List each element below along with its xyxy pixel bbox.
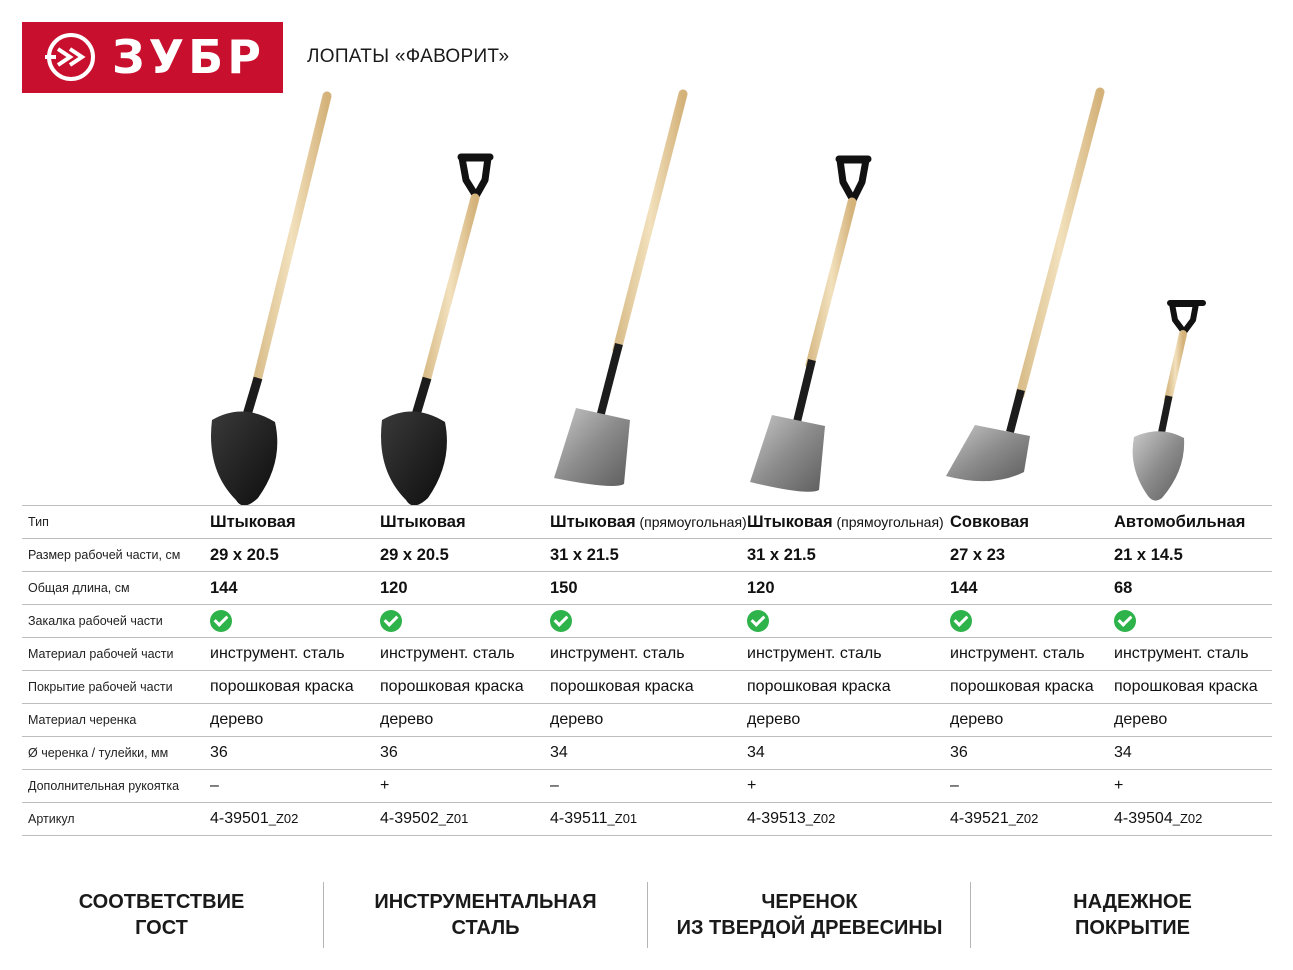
feature-hardwood-handle: ЧЕРЕНОК ИЗ ТВЕРДОЙ ДРЕВЕСИНЫ [676,891,943,939]
check-icon [550,610,572,632]
extra-handle-cell: + [747,770,950,803]
hardening-cell [210,605,380,638]
row-label: Материал рабочей части [22,638,210,671]
shovel-image-1 [211,96,327,505]
hardening-cell [380,605,550,638]
feature-reliable-coating: НАДЕЖНОЕ ПОКРЫТИЕ [1073,891,1192,939]
type-cell: Штыковая [210,506,380,539]
coating-cell: порошковая краска [1114,671,1272,704]
row-label: Общая длина, см [22,572,210,605]
article-cell: 4-39511_Z01 [550,803,747,836]
row-label: Тип [22,506,210,539]
extra-handle-cell: – [550,770,747,803]
check-icon [950,610,972,632]
article-cell: 4-39513_Z02 [747,803,950,836]
article-cell: 4-39504_Z02 [1114,803,1272,836]
hardening-cell [950,605,1114,638]
hardening-cell [1114,605,1272,638]
extra-handle-cell: – [210,770,380,803]
size-cell: 29 x 20.5 [380,539,550,572]
coating-cell: порошковая краска [380,671,550,704]
check-icon [1114,610,1136,632]
material-cell: инструмент. сталь [1114,638,1272,671]
length-cell: 150 [550,572,747,605]
table-row-length [22,572,1272,605]
shovel-image-2 [381,157,490,505]
table-row-article [22,803,1272,836]
handle-material-cell: дерево [1114,704,1272,737]
length-cell: 68 [1114,572,1272,605]
diameter-cell: 36 [950,737,1114,770]
table-row-diameter [22,737,1272,770]
coating-cell: порошковая краска [550,671,747,704]
size-cell: 21 x 14.5 [1114,539,1272,572]
diameter-cell: 34 [747,737,950,770]
page-title: ЛОПАТЫ «ФАВОРИТ» [307,46,510,67]
length-cell: 144 [210,572,380,605]
diameter-cell: 36 [210,737,380,770]
type-cell: Штыковая (прямоугольная) [747,506,950,539]
spec-table [22,505,1272,836]
table-row-size [22,539,1272,572]
handle-material-cell: дерево [950,704,1114,737]
row-label: Закалка рабочей части [22,605,210,638]
handle-material-cell: дерево [747,704,950,737]
handle-material-cell: дерево [380,704,550,737]
table-row-extra-handle [22,770,1272,803]
diameter-cell: 34 [1114,737,1272,770]
shovel-image-6 [1133,303,1203,501]
table-row-type [22,506,1272,539]
feature-tool-steel: ИНСТРУМЕНТАЛЬНАЯ СТАЛЬ [374,891,597,939]
row-label: Покрытие рабочей части [22,671,210,704]
coating-cell: порошковая краска [210,671,380,704]
extra-handle-cell: – [950,770,1114,803]
material-cell: инструмент. сталь [747,638,950,671]
product-images [0,80,1293,505]
feature-gost: СООТВЕТСТВИЕ ГОСТ [78,891,245,939]
size-cell: 27 x 23 [950,539,1114,572]
size-cell: 29 x 20.5 [210,539,380,572]
row-label: Дополнительная рукоятка [22,770,210,803]
logo-text: ЗУБР [112,30,265,84]
table-row-coating [22,671,1272,704]
check-icon [210,610,232,632]
hardening-cell [550,605,747,638]
material-cell: инструмент. сталь [380,638,550,671]
table-row-material [22,638,1272,671]
length-cell: 144 [950,572,1114,605]
shovel-image-4 [750,159,868,492]
coating-cell: порошковая краска [950,671,1114,704]
size-cell: 31 x 21.5 [550,539,747,572]
material-cell: инструмент. сталь [550,638,747,671]
row-label: Размер рабочей части, см [22,539,210,572]
table-row-handle-material [22,704,1272,737]
shovel-image-5 [946,92,1100,481]
size-cell: 31 x 21.5 [747,539,950,572]
handle-material-cell: дерево [550,704,747,737]
extra-handle-cell: + [1114,770,1272,803]
type-cell: Штыковая [380,506,550,539]
article-cell: 4-39501_Z02 [210,803,380,836]
article-cell: 4-39521_Z02 [950,803,1114,836]
check-icon [747,610,769,632]
features-bar [0,880,1293,950]
row-label: Ø черенка / тулейки, мм [22,737,210,770]
length-cell: 120 [380,572,550,605]
type-cell: Штыковая (прямоугольная) [550,506,747,539]
type-cell: Автомобильная [1114,506,1272,539]
row-label: Артикул [22,803,210,836]
check-icon [380,610,402,632]
row-label: Материал черенка [22,704,210,737]
diameter-cell: 36 [380,737,550,770]
diameter-cell: 34 [550,737,747,770]
coating-cell: порошковая краска [747,671,950,704]
handle-material-cell: дерево [210,704,380,737]
hardening-cell [747,605,950,638]
type-cell: Совковая [950,506,1114,539]
material-cell: инструмент. сталь [950,638,1114,671]
article-cell: 4-39502_Z01 [380,803,550,836]
extra-handle-cell: + [380,770,550,803]
length-cell: 120 [747,572,950,605]
material-cell: инструмент. сталь [210,638,380,671]
table-row-hardening [22,605,1272,638]
shovel-image-3 [554,94,683,486]
